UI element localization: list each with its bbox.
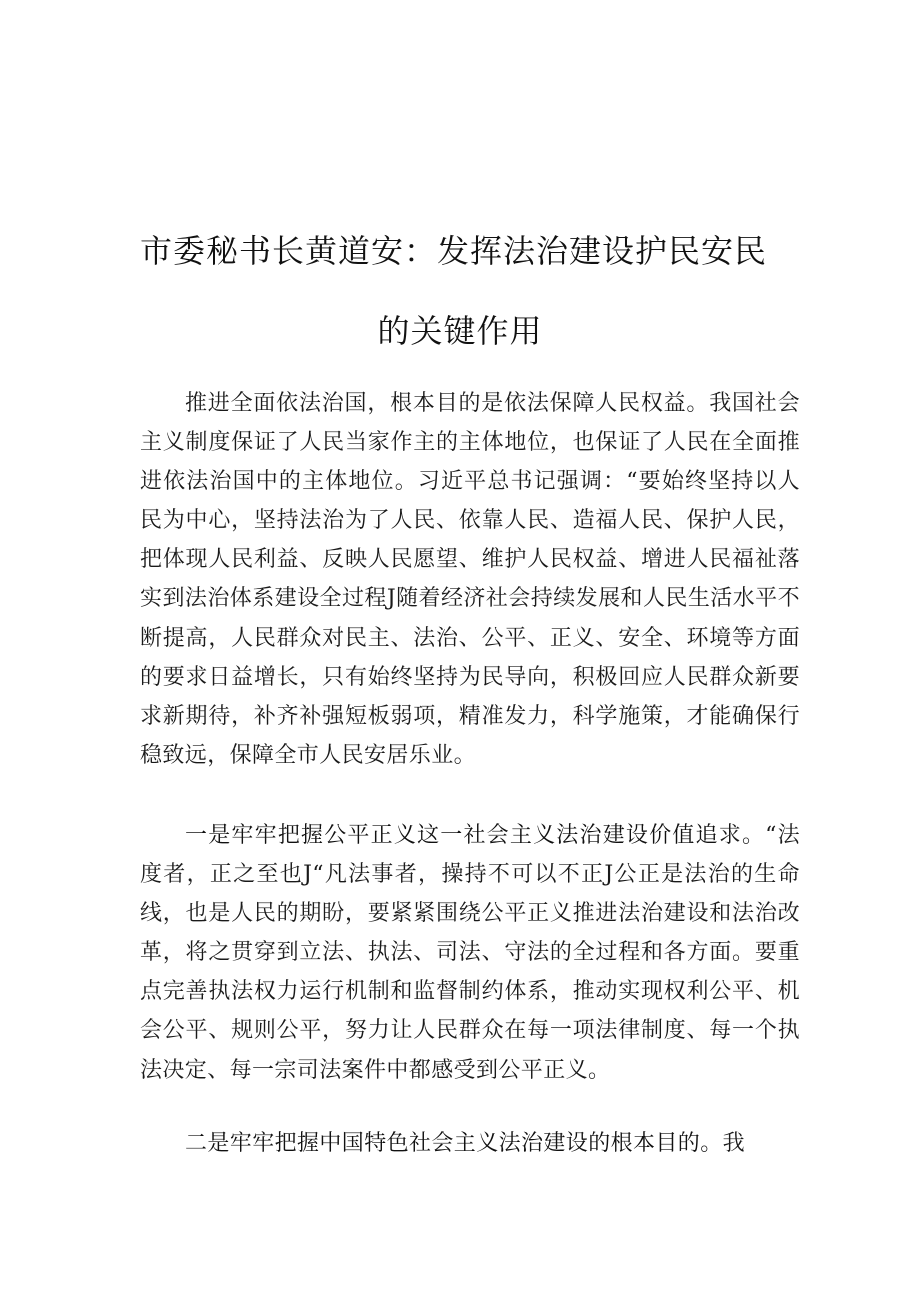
paragraph-lead: 二是牢牢把握中国特色社会主义法治建设的根本目的。 — [185, 1131, 723, 1156]
body-paragraph-2 — [140, 816, 800, 1090]
paragraph-text: 求。“法度者，正之至也J“凡法事者，操持不可以不正J公正是法治的生命线，也是人民的期盼，要紧紧围绕公平正义推进法治建设和法治改革，将之贯穿到立法、执法、司法、守法的全过程和各方面。要重点完善执法权力运行机制和监督制约体系，推动实现权利公平、机会公平、规则公平，努力让人民群众在每一项法律制度、每一个执法决定、每一宗司法案件中都感受到公平正义。 — [140, 823, 800, 1083]
paragraph-lead: 一是牢牢把握公平正义这一社会主义法治建设价值追 — [185, 823, 719, 848]
paragraph-text: 我 — [722, 1131, 746, 1156]
paragraph-text: 推进全面依法治国，根本目的是依法保障人民权益。我国社会主义制度保证了人民当家作主的主体地位，也保证了人民在全面推进依法治国中的主体地位。习近平总书记强调：“要始终坚持以人民为中心，坚持法治为了人民、依靠人民、造福人民、保护人民，把体现人民利益、反映人民愿望、维护人民权益、增进人民福祉落实到法治体系建设全过程J随着经济社会持续发展和人民生活水平不断提高，人民群众对民主、法治、公平、正义、安全、环境等方面的要求日益增长，只有始终坚持为民导向，积极回应人民群众新要求新期待，补齐补强短板弱项，精准发力，科学施策，才能确保行稳致远，保障全市人民安居乐业。 — [140, 391, 800, 768]
page-title-line-2: 的关键作用 — [377, 312, 543, 350]
body-paragraph-3 — [140, 1124, 800, 1163]
page-title-line-1: 市委秘书长黄道安：发挥法治建设护民安民 — [140, 232, 768, 270]
body-paragraph-1 — [140, 384, 800, 775]
